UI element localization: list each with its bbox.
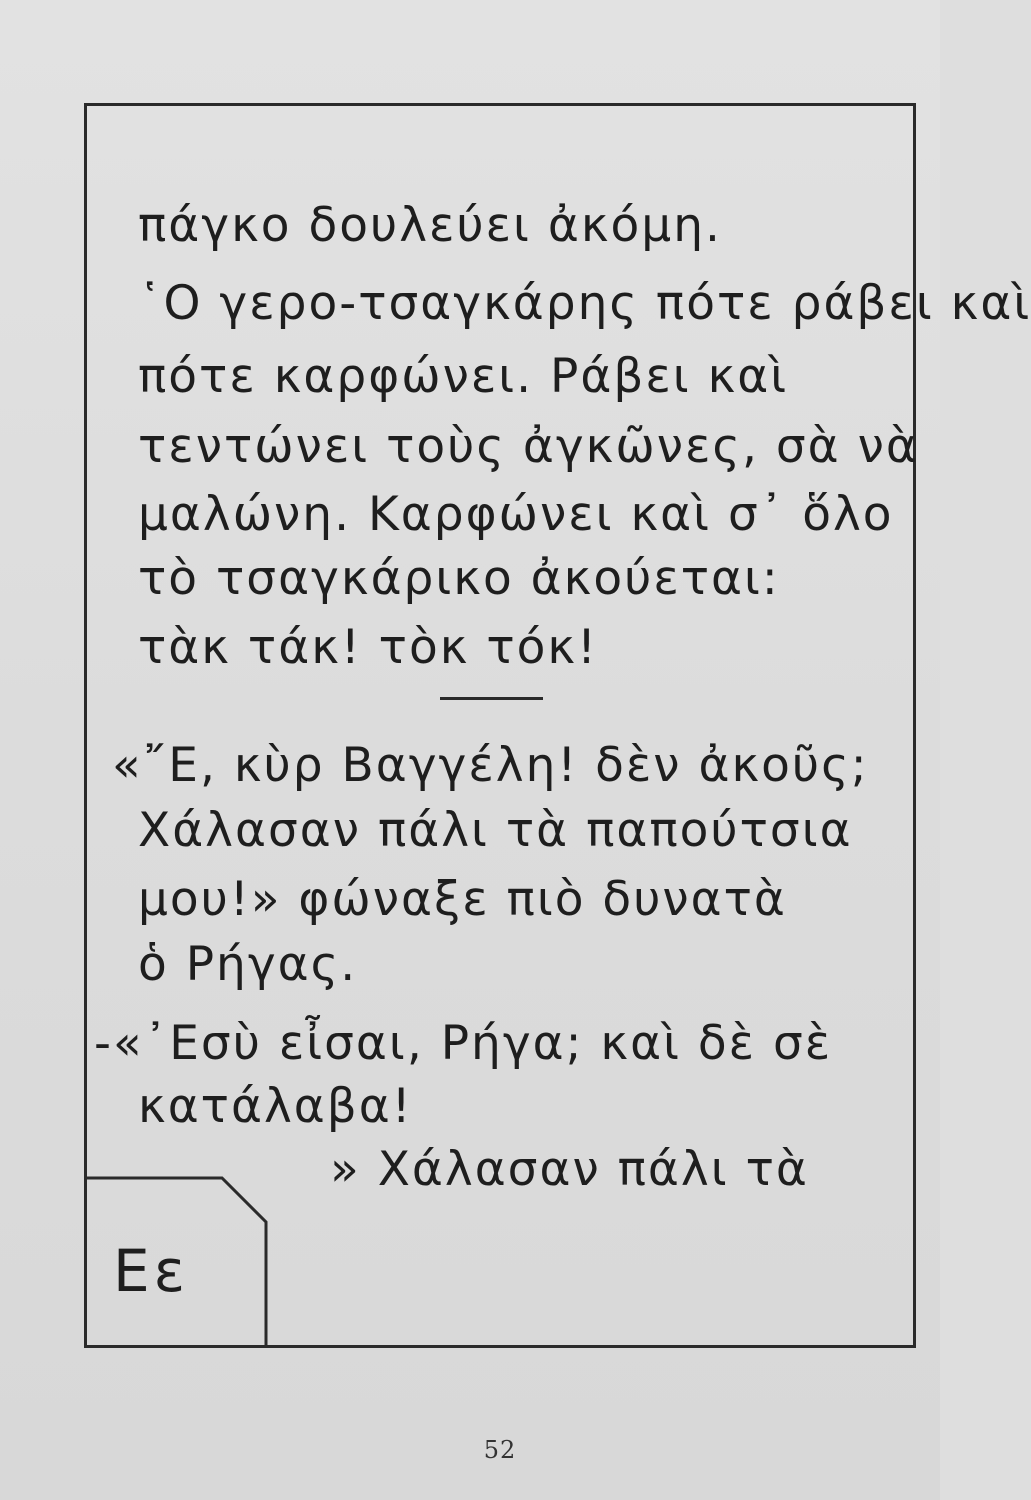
- text-line-1: πάγκο δουλεύει ἀκόμη.: [138, 198, 722, 253]
- text-line-6: τὸ τσαγκάρικο ἀκούεται:: [138, 551, 780, 606]
- text-line-4: τεντώνει τοὺς ἀγκῶνες, σὰ νὰ: [138, 419, 919, 474]
- text-line-13: κατάλαβα!: [138, 1079, 413, 1134]
- page-number: 52: [483, 1436, 517, 1464]
- text-line-2: ῾Ο γερο-τσαγκάρης πότε ράβει καὶ: [138, 276, 1031, 331]
- text-line-5: μαλώνη. Καρφώνει καὶ σ᾽ ὅλο: [138, 487, 894, 542]
- text-line-9: Χάλασαν πάλι τὰ παπούτσια: [138, 803, 853, 858]
- text-line-3: πότε καρφώνει. Ράβει καὶ: [138, 349, 789, 404]
- text-line-7: τὰκ τάκ! τὸκ τόκ!: [138, 620, 598, 675]
- text-line-10: μου!» φώναξε πιὸ δυνατὰ: [138, 872, 787, 927]
- letter-tab-label: Εε: [113, 1237, 189, 1305]
- text-line-12: -«᾽Εσὺ εἶσαι, Ρήγα; καὶ δὲ σὲ: [94, 1016, 833, 1071]
- text-line-14: » Χάλασαν πάλι τὰ: [330, 1142, 809, 1197]
- section-divider: [440, 697, 543, 700]
- text-line-11: ὁ Ρήγας.: [138, 937, 358, 992]
- text-line-8: «῎Ε, κὺρ Βαγγέλη! δὲν ἀκοῦς;: [112, 738, 869, 793]
